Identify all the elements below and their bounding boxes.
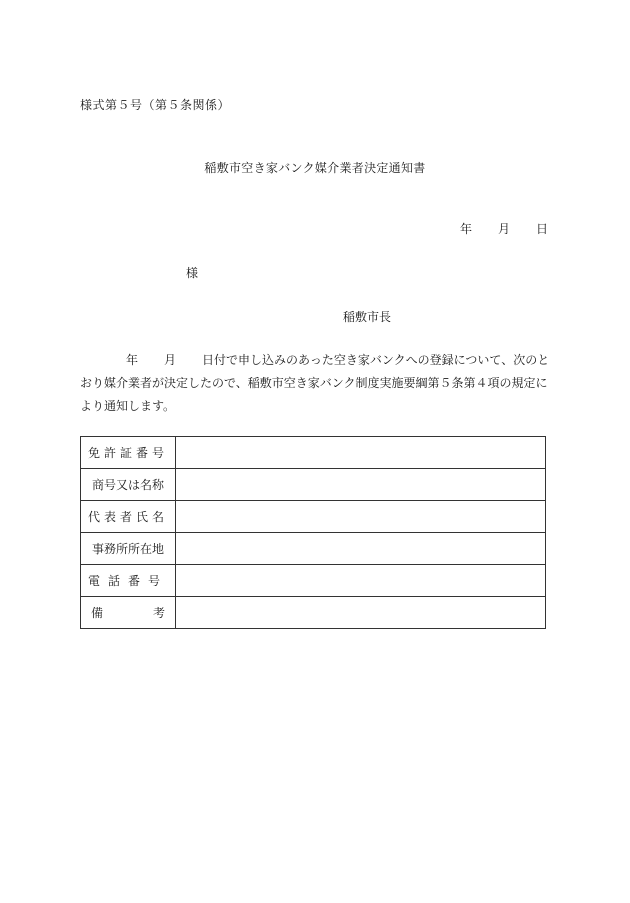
- table-row: [81, 533, 546, 565]
- label-remarks-left: 備: [91, 606, 104, 620]
- body-month-label: 月: [164, 353, 177, 367]
- value-remarks[interactable]: [176, 597, 546, 629]
- date-line: [460, 220, 548, 237]
- label-representative-name: 代表者氏名: [81, 501, 176, 533]
- date-month-label: 月: [497, 222, 510, 236]
- table-row: [81, 565, 546, 597]
- form-number: 様式第５号（第５条関係）: [80, 98, 231, 112]
- body-year-label: 年: [126, 353, 139, 367]
- label-remarks: [81, 597, 176, 629]
- value-office-address[interactable]: [176, 533, 546, 565]
- label-office-address: 事務所所在地: [81, 533, 176, 565]
- table-row: [81, 597, 546, 629]
- date-year-label: 年: [459, 222, 472, 236]
- label-license-number: 免許証番号: [81, 437, 176, 469]
- value-license-number[interactable]: [176, 437, 546, 469]
- broker-info-table: [80, 436, 546, 629]
- addressee-suffix: 様: [186, 266, 199, 280]
- table-row: [81, 437, 546, 469]
- value-representative-name[interactable]: [176, 501, 546, 533]
- issuer-name: 稲敷市長: [343, 310, 392, 324]
- body-line-1-text: 日付で申し込みのあった空き家バンクへの登録について、次のと: [202, 353, 550, 367]
- label-remarks-right: 考: [152, 606, 165, 620]
- table-row: [81, 469, 546, 501]
- value-trade-name[interactable]: [176, 469, 546, 501]
- body-line-2: おり媒介業者が決定したので、稲敷市空き家バンク制度実施要綱第５条第４項の規定に: [80, 376, 548, 390]
- table-row: [81, 501, 546, 533]
- document-title: 稲敷市空き家バンク媒介業者決定通知書: [204, 161, 426, 175]
- value-phone-number[interactable]: [176, 565, 546, 597]
- body-paragraph: [80, 349, 552, 418]
- label-trade-name: 商号又は名称: [81, 469, 176, 501]
- label-phone-number: 電話番号: [81, 565, 176, 597]
- date-day-label: 日: [535, 222, 548, 236]
- body-line-3: より通知します。: [80, 399, 176, 413]
- body-line-1: [80, 349, 552, 372]
